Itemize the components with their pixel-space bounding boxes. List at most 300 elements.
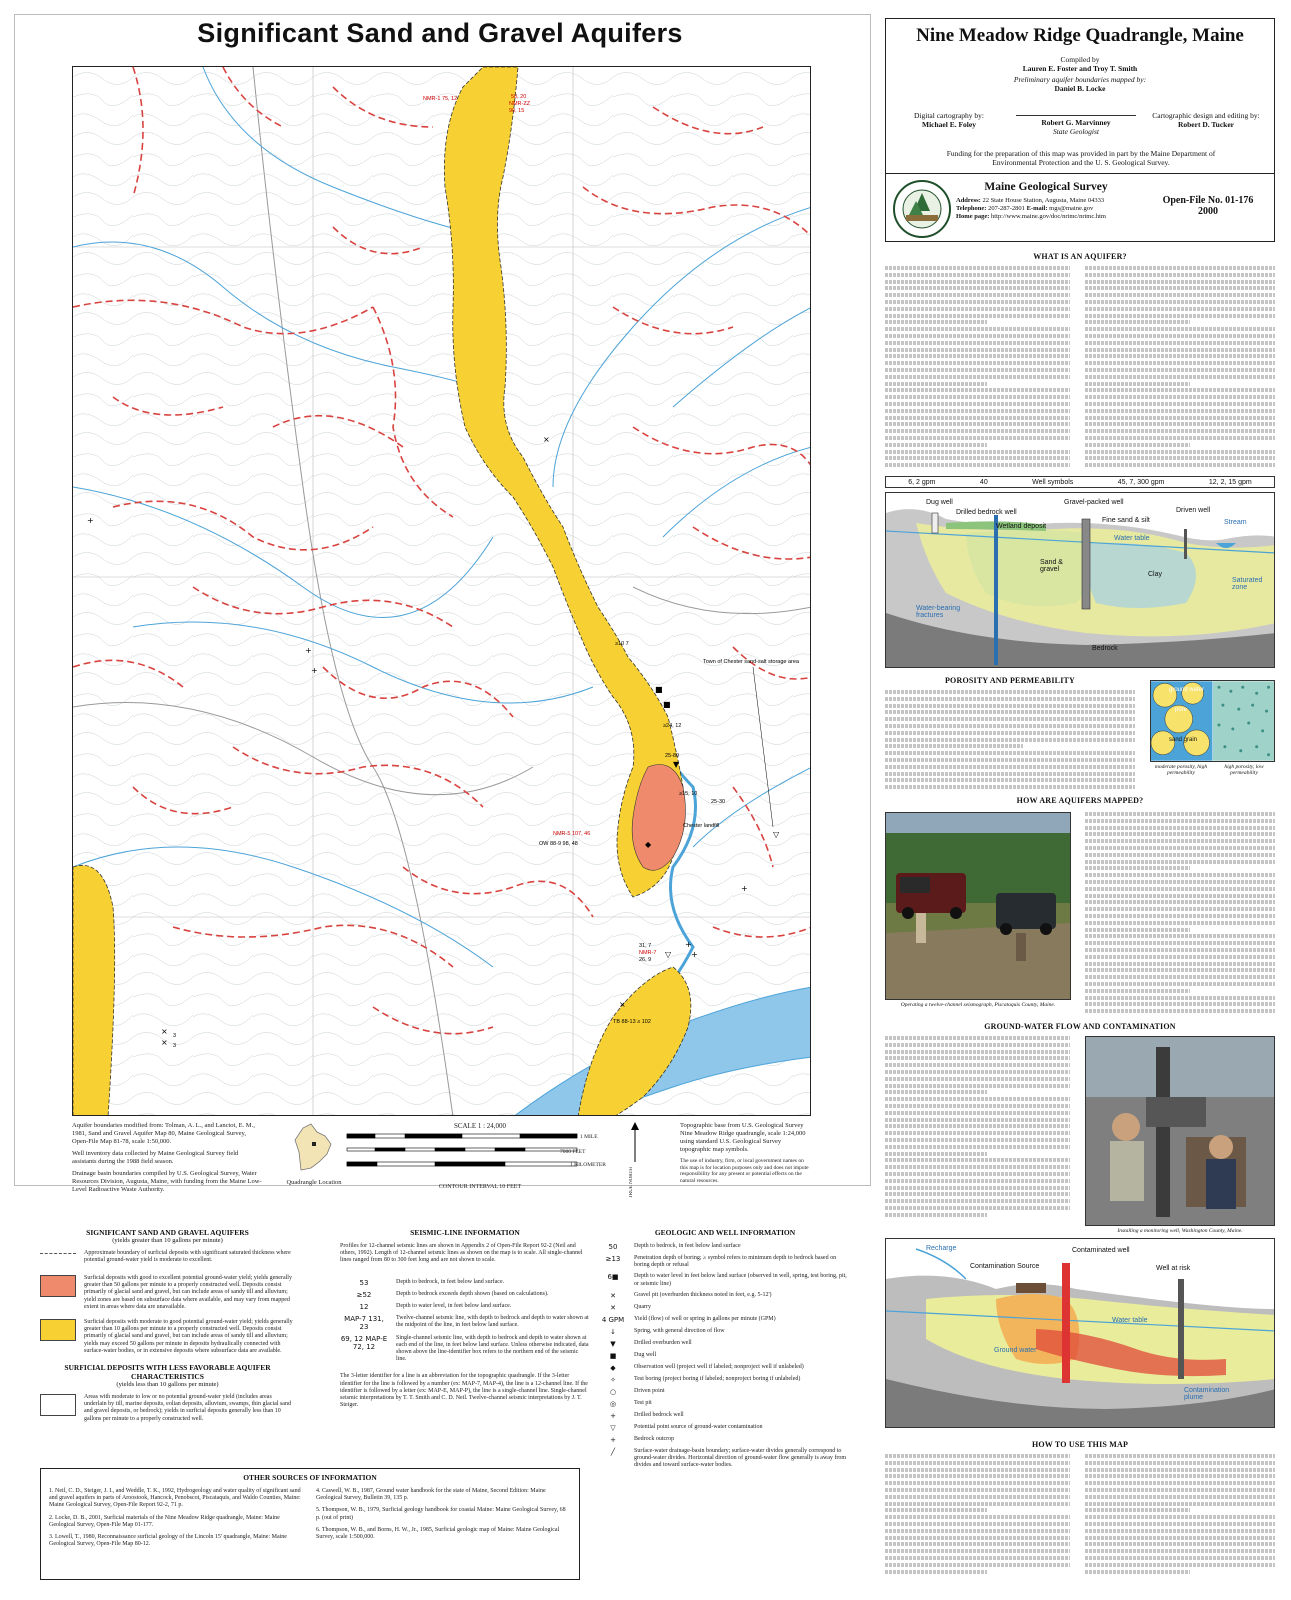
text-line (1085, 982, 1275, 986)
text-line (885, 710, 1135, 714)
scale-feet: 7000 FEET (560, 1149, 586, 1155)
geologic-row (600, 1424, 850, 1432)
text-line (885, 320, 987, 324)
seismic-symbol: 12 (359, 1302, 369, 1311)
well-label-6: 3 (173, 1033, 177, 1039)
seismic-label-5: NMR-5 107, 46 (553, 831, 591, 837)
text-line (1085, 416, 1275, 420)
text-line (1085, 1009, 1275, 1013)
geologic-symbol: ╱ (610, 1447, 616, 1456)
cartography-name: Michael E. Foley (922, 120, 976, 129)
geologic-symbol: ✕ (610, 1291, 616, 1300)
seismic-row (340, 1335, 590, 1364)
seismic-symbol: MAP-7 131, 23 (344, 1314, 384, 1331)
text-line (1085, 1549, 1275, 1553)
seismograph-photo-image (886, 813, 1071, 1000)
text-line (885, 348, 1070, 352)
open-file-year: 2000 (1198, 206, 1218, 217)
survey-divider (886, 173, 1274, 174)
use-text-right (1085, 1454, 1275, 1576)
text-line (885, 368, 1070, 372)
geologic-symbol: + (610, 1411, 616, 1420)
geologic-description: Potential point source of ground-water contamination (634, 1423, 763, 1430)
north-arrow-icon (628, 1122, 642, 1162)
text-line (1085, 1002, 1275, 1006)
text-line (1085, 1481, 1275, 1485)
text-line (1085, 1468, 1275, 1472)
geologic-row (600, 1436, 850, 1444)
survey-info (956, 181, 1136, 221)
seismic-label-3: NMR-ZZ (509, 101, 531, 107)
text-line (885, 1179, 1070, 1183)
references-title: OTHER SOURCES OF INFORMATION (243, 1473, 377, 1482)
text-line (885, 422, 1070, 426)
text-line (1085, 293, 1275, 297)
legend-seismic (340, 1228, 590, 1409)
text-line (1085, 422, 1275, 426)
text-line (885, 704, 1135, 708)
geologic-row (600, 1304, 850, 1312)
text-line (885, 382, 987, 386)
reference-item: 6. Thompson, W. B., and Borns, H. W., Jr., 1985, Surficial geologic map of Maine: Maine Geological Survey, scale 1:500,000. (316, 1526, 560, 1541)
text-line (1085, 941, 1275, 945)
label-recharge: Recharge (926, 1245, 957, 1252)
text-line (1085, 1461, 1275, 1465)
photo2-caption: Installing a monitoring well, Washington County, Maine. (1117, 1228, 1243, 1234)
geologic-row (600, 1412, 850, 1420)
seismic-symbol: ≥52 (356, 1290, 372, 1299)
seismic-description: Depth to bedrock, in feet below land surface. (396, 1278, 505, 1285)
geologic-row (600, 1352, 850, 1360)
geologic-title: GEOLOGIC AND WELL INFORMATION (654, 1228, 796, 1237)
mapped-label: Preliminary aquifer boundaries mapped by: (1013, 75, 1147, 84)
scale-km: 1 KILOMETER (570, 1162, 606, 1168)
credit-left (72, 1122, 262, 1194)
text-line (885, 280, 1070, 284)
geologist-name: Robert G. Marvinney (1041, 118, 1111, 127)
text-line (885, 724, 1135, 728)
text-line (1085, 1508, 1190, 1512)
geologic-symbol: 6■ (607, 1273, 619, 1282)
text-line (1085, 1515, 1275, 1519)
geologic-description: Bedrock outcrop (634, 1435, 675, 1442)
section-title-porosity: POROSITY AND PERMEABILITY (944, 676, 1076, 685)
text-line (885, 785, 1135, 789)
geologic-row (600, 1364, 850, 1372)
geologic-symbol: ≥13 (605, 1255, 621, 1263)
text-line (1085, 853, 1275, 857)
credit-cartography (894, 111, 1004, 129)
text-line (1085, 402, 1275, 406)
text-line (1085, 962, 1275, 966)
text-line (885, 436, 1070, 440)
geologic-row (600, 1292, 850, 1300)
seismic-row (340, 1315, 590, 1331)
text-line (885, 690, 1135, 694)
seismic-symbol: 69, 12 MAP-E 72, 12 (340, 1334, 388, 1351)
text-line (885, 334, 1070, 338)
survey-name: Maine Geological Survey (984, 181, 1108, 193)
label-ground-water: ground water (1169, 687, 1205, 693)
text-line (885, 293, 1070, 297)
text-line (885, 1563, 1070, 1567)
text-line (885, 1118, 1070, 1122)
homepage-label: Home page: (956, 213, 990, 220)
well-label-1: ≥10 7 (615, 641, 629, 647)
text-line (885, 1063, 1070, 1067)
svg-text:+: + (87, 516, 94, 525)
geologic-description: Yield (flow) of well or spring in gallons per minute (GPM) (634, 1315, 776, 1322)
scale-bar-block (345, 1122, 615, 1191)
text-line (885, 450, 1070, 454)
credit-right (680, 1122, 810, 1184)
reference-item: 5. Thompson, W. B., 1979, Surficial geology handbook for coastal Maine: Maine Geological Survey, 68 p. (out of print) (316, 1507, 566, 1521)
text-line (885, 744, 1023, 748)
text-line (885, 1488, 1070, 1492)
geologic-symbol: ◆ (610, 1363, 616, 1372)
email-label: E-mail: (1026, 205, 1048, 212)
homepage-link[interactable]: http://www.maine.gov/doc/nrimc/nrimc.htm (991, 213, 1106, 220)
credit-disclaimer: The use of industry, firm, or local government names on this map is for location purposes only and does not impute responsibility for any present or potential effects on the natural resources. (680, 1158, 809, 1184)
seismic-row (340, 1303, 590, 1311)
text-line (885, 1084, 1070, 1088)
geologic-description: Spring, with general direction of flow (634, 1327, 725, 1334)
credit-geologist (1016, 115, 1136, 136)
well-label-3: 25-80 (665, 753, 680, 759)
geologic-row (600, 1316, 850, 1324)
text-line (1085, 819, 1275, 823)
aquifer-map[interactable] (73, 67, 811, 1116)
label-water-table-2: Water table (1112, 1317, 1148, 1324)
contour-interval: CONTOUR INTERVAL 10 FEET (438, 1184, 522, 1190)
text-line (1085, 450, 1275, 454)
legend-less-title: SURFICIAL DEPOSITS WITH LESS FAVORABLE AQUIFER CHARACTERISTICS (64, 1363, 271, 1382)
text-line (885, 1111, 1070, 1115)
geologic-description: Dug well (634, 1351, 657, 1358)
text-line (1085, 921, 1275, 925)
monitoring-well-photo-image (1086, 1037, 1275, 1226)
seismic-label-2: 50, 20 (511, 94, 527, 100)
label-drilled-well: Drilled bedrock well (956, 509, 1017, 516)
geologic-symbol: ↓ (610, 1327, 616, 1336)
text-line (885, 1515, 1070, 1519)
section-title-use: HOW TO USE THIS MAP (1031, 1440, 1129, 1449)
quad-location-label: Quadrangle Location (286, 1179, 342, 1186)
text-line (885, 697, 1135, 701)
credits-top (886, 55, 1274, 93)
text-line (885, 429, 1070, 433)
label-well-at-risk: Well at risk (1156, 1265, 1191, 1272)
seismic-description: Single-channel seismic line, with depth to bedrock and depth to water shown at each end of the line, in feet below land surface. Unless otherwise indicated, data shown above the line-identifier box refers to the northern end of the seismic line. (396, 1334, 589, 1363)
text-line (1085, 996, 1275, 1000)
text-line (1085, 989, 1190, 993)
text-line (885, 1461, 1070, 1465)
text-line (1085, 307, 1275, 311)
porosity-diagram (1150, 680, 1275, 762)
landfill-label: Chester landfill (683, 823, 720, 829)
well-symbol-2: 40 (979, 478, 988, 486)
text-line (885, 443, 987, 447)
reference-item: 1. Neil, C. D., Steiger, J. I., and Weddle, T. K., 1992, Hydrogeology and water quality of significant sand and gravel aquifers in parts of Aroostook, Hancock, Penobscot, Piscataquis, and Waldo Counties, Maine: Maine Geological Survey, Open-File Report 92-2, 71 p. (49, 1488, 301, 1509)
state-seal (892, 179, 952, 239)
quad-title: Nine Meadow Ridge Quadrangle, Maine (916, 25, 1244, 46)
flow-text (885, 1036, 1070, 1220)
geologic-description: Drilled bedrock well (634, 1411, 684, 1418)
text-line (1085, 354, 1275, 358)
label-dug-well: Dug well (926, 499, 953, 506)
credit-topo-base: Topographic base from U.S. Geological Survey Nine Meadow Ridge quadrangle, scale 1:24,000 using standard U.S. Geological Survey topographic map symbols. (680, 1122, 806, 1153)
aquifer-text-left (885, 266, 1070, 470)
text-line (885, 1542, 1070, 1546)
text-line (885, 1192, 1070, 1196)
text-line (1085, 361, 1275, 365)
legend-aquifer-title: SIGNIFICANT SAND AND GRAVEL AQUIFERS (86, 1228, 249, 1237)
text-line (885, 456, 1070, 460)
geologic-symbol: ○ (609, 1387, 617, 1396)
text-line (885, 266, 1070, 270)
credit-drainage: Drainage basin boundaries compiled by U.S. Geological Survey, Water Resources Division, Augusta, Maine, with funding from the Maine Low-Level Radioactive Waste Authority. (72, 1170, 262, 1193)
text-line (885, 1481, 1070, 1485)
well-symbol-3: 45, 7, 300 gpm (1117, 478, 1165, 486)
photo-seismograph (885, 812, 1071, 1000)
text-line (885, 341, 1070, 345)
text-line (1085, 1454, 1275, 1458)
text-line (885, 1131, 1070, 1135)
text-line (885, 1206, 1070, 1210)
text-line (1085, 860, 1275, 864)
text-line (1085, 409, 1275, 413)
label-contamination-source: Contamination Source (970, 1263, 1040, 1270)
text-line (885, 1536, 1070, 1540)
label-sand-gravel: Sand & gravel (1040, 559, 1063, 573)
text-line (1085, 846, 1275, 850)
section-title-flow: GROUND-WATER FLOW AND CONTAMINATION (984, 1022, 1176, 1031)
label-driven-well: Driven well (1176, 507, 1211, 514)
geologic-description: Depth to bedrock, in feet below land surface (634, 1243, 741, 1249)
text-line (1085, 266, 1275, 270)
reference-item: 3. Lowell, T., 1980, Reconnaissance surficial geology of the Lincoln 15' quadrangle, Maine: Maine Geological Survey, Open-File Map 80-12. (49, 1534, 287, 1548)
photo1-caption: Operating a twelve-channel seismograph, Piscataquis County, Maine. (900, 1002, 1056, 1008)
text-line (885, 395, 1070, 399)
text-line (1085, 286, 1275, 290)
text-line (885, 1199, 1070, 1203)
mapped-name: Daniel B. Locke (1054, 84, 1106, 93)
seismic-row (340, 1279, 590, 1287)
text-line (885, 300, 1070, 304)
geologic-symbol: ■ (609, 1351, 617, 1360)
text-line (1085, 934, 1275, 938)
text-line (1085, 375, 1275, 379)
legend-row-good (40, 1275, 295, 1311)
reference-item: 2. Locke, D. B., 2001, Surficial materials of the Nine Meadow Ridge quadrangle, Maine: Maine Geological Survey, Open-File Map 01-177. (49, 1514, 280, 1528)
text-line (885, 286, 1070, 290)
geologic-description: Quarry (634, 1303, 651, 1310)
svg-text:×: × (161, 1038, 168, 1047)
well-symbol-1: 6, 2 gpm (908, 478, 936, 486)
true-north-label: TRUE NORTH (629, 1167, 634, 1199)
seismic-intro: Profiles for 12-channel seismic lines are shown in Appendix 2 of Open-File Report 92-2 (Neil and others, 1992). Length of 12-channel seismic lines as shown on the map is to scale. All single-channel lines ranged from 80 to 300 feet long and are not shown to scale. (340, 1243, 583, 1264)
text-line (885, 1495, 1070, 1499)
svg-text:+: + (305, 646, 312, 655)
high-porosity-icon (1213, 681, 1275, 761)
text-line (1085, 812, 1275, 816)
use-text-left (885, 1454, 1070, 1576)
cartography-label: Digital cartography by: (914, 111, 984, 120)
text-line (1085, 1529, 1275, 1533)
text-line (885, 314, 1070, 318)
text-line (1085, 880, 1275, 884)
text-line (1085, 327, 1275, 331)
text-line (1085, 1522, 1275, 1526)
legend-good-text: Surficial deposits with good to excellent potential ground-water yield; yields generally greater than 50 gallons per minute to a properly constructed well. Deposits consist primarily of glacial sand and gravel, but can include areas of sandy till and alluvium; yield zones are based on subsurface data where available, and may vary from mapped extent in areas where data are unavailable. (84, 1275, 292, 1310)
aquifer-moderate-west[interactable] (73, 865, 115, 1116)
text-line (885, 1158, 1070, 1162)
scale-label: SCALE 1 : 24,000 (453, 1122, 507, 1130)
text-line (885, 1124, 1070, 1128)
text-line (1085, 1570, 1190, 1574)
text-line (885, 1570, 987, 1574)
north-arrow (628, 1122, 642, 1199)
text-line (885, 1172, 1070, 1176)
label-water-table: Water table (1114, 535, 1150, 542)
text-line (1085, 300, 1275, 304)
email-value[interactable]: mgs@maine.gov (1049, 205, 1094, 212)
text-line (885, 1036, 1070, 1040)
label-wetland: Wetland deposit (996, 523, 1047, 530)
text-line (1085, 948, 1275, 952)
text-line (885, 1454, 1070, 1458)
svg-text:+: + (685, 940, 692, 949)
text-line (1085, 826, 1275, 830)
text-line (1085, 832, 1275, 836)
text-line (885, 1077, 1070, 1081)
svg-text:▽: ▽ (773, 830, 780, 839)
design-label: Cartographic design and editing by: (1152, 111, 1260, 120)
geologic-description: Surface-water drainage-basin boundary; surface-water divides generally correspond to ground-water divides. Horizontal direction of ground-water flow generally is away from divides and toward surface-water bodies. (634, 1447, 847, 1469)
text-line (885, 1165, 1070, 1169)
text-line (1085, 1563, 1275, 1567)
good-yield-swatch (40, 1275, 76, 1297)
text-line (1085, 368, 1275, 372)
geologic-row (600, 1243, 850, 1251)
moderate-yield-swatch (40, 1319, 76, 1341)
well-label-4: ≥15, 10 (679, 791, 698, 797)
storage-label: Town of Chester sand-salt storage area (703, 659, 799, 665)
text-line (885, 738, 1135, 742)
label-gravel-packed: Gravel-packed well (1064, 499, 1124, 506)
open-file-block (1148, 195, 1268, 217)
credit-well-data: Well inventory data collected by Maine Geological Survey field assistants during the 1988 field season. (72, 1150, 239, 1165)
svg-text:▽: ▽ (665, 950, 672, 959)
label-pore: pore (1175, 707, 1188, 713)
text-line (1085, 463, 1275, 467)
text-line (885, 717, 1135, 721)
text-line (1085, 429, 1275, 433)
depth-label-s3: 26, 9 (639, 957, 652, 963)
text-line (1085, 928, 1190, 932)
address-value: 22 State House Station, Augusta, Maine 04333 (982, 197, 1105, 204)
title-block (885, 18, 1275, 242)
well-symbol-4: 12, 2, 15 gpm (1208, 478, 1252, 486)
label-saturated-zone: Saturated zone (1232, 577, 1263, 591)
geologic-description: Gravel pit (overburden thickness noted in feet, e.g. 5-12') (634, 1291, 772, 1298)
geologic-symbol: ✕ (610, 1303, 616, 1312)
map-frame[interactable] (72, 66, 811, 1116)
text-line (885, 1050, 1070, 1054)
text-line (885, 1474, 1070, 1478)
section-title-aquifer: WHAT IS AN AQUIFER? (1033, 252, 1127, 261)
text-line (1085, 955, 1275, 959)
design-name: Robert D. Tucker (1177, 120, 1235, 129)
text-line (1085, 1556, 1275, 1560)
contamination-diagram (885, 1238, 1275, 1428)
text-line (885, 1522, 1070, 1526)
funding-note: Funding for the preparation of this map was provided in part by the Maine Department of Environmental Protection and the U. S. Geological Survey. (946, 149, 1216, 167)
geologic-description: Test pit (634, 1399, 652, 1406)
well-label-2: ≥24, 12 (663, 723, 682, 729)
text-line (885, 273, 1070, 277)
geologic-symbol: 50 (608, 1243, 618, 1251)
text-line (885, 1213, 987, 1217)
porosity-caption-right: high porosity, low permeability (1224, 764, 1264, 776)
text-line (1085, 320, 1190, 324)
text-line (885, 1090, 987, 1094)
boundary-swatch (40, 1253, 76, 1267)
text-line (1085, 273, 1275, 277)
text-line (885, 327, 1070, 331)
text-line (1085, 348, 1275, 352)
geologic-description: Observation well (project well if labeled; nonproject well if unlabeled) (634, 1363, 804, 1370)
text-line (885, 1043, 1070, 1047)
svg-text:×: × (619, 1000, 626, 1009)
text-line (1085, 975, 1275, 979)
well-symbols-caption: Well symbols (1032, 478, 1074, 486)
seismic-description: Depth to bedrock exceeds depth shown (based on calculations). (396, 1290, 549, 1297)
svg-text:▼: ▼ (673, 760, 680, 769)
geologic-row (600, 1448, 850, 1470)
text-line (885, 1097, 1070, 1101)
text-line (1085, 968, 1275, 972)
aquifer-cross-section (885, 492, 1275, 668)
svg-text:×: × (161, 1027, 168, 1036)
text-line (1085, 1542, 1275, 1546)
well-label-7: 3 (173, 1043, 177, 1049)
text-line (885, 402, 1070, 406)
text-line (1085, 395, 1275, 399)
label-bedrock: Bedrock (1092, 645, 1118, 652)
well-symbols-strip (885, 476, 1275, 488)
seismic-description: Depth to water level, in feet below land surface. (396, 1302, 512, 1309)
text-line (885, 1556, 1070, 1560)
text-line (1085, 1488, 1275, 1492)
geologic-description: Driven point (634, 1387, 665, 1394)
text-line (885, 307, 1070, 311)
label-ground-water-2: Ground water (994, 1347, 1037, 1354)
photo-monitoring-well (1085, 1036, 1275, 1226)
legend-boundary-text: Approximate boundary of surficial deposits with significant saturated thickness where potential ground-water yield is moderate to excellent. (84, 1250, 291, 1264)
svg-text:◆: ◆ (645, 840, 652, 849)
label-clay: Clay (1148, 571, 1163, 578)
text-line (885, 1145, 1070, 1149)
legend-less-text: Areas with moderate to low or no potential ground-water yield (includes areas underlain by till, marine deposits, eolian deposits, alluvium, swamps, thin glacial sand and gravel deposits, or bedrock); yields in surficial deposits generally less than 10 gallons per minute to a properly constructed well. (84, 1394, 291, 1422)
address-label: Address: (956, 197, 981, 204)
text-line (1085, 914, 1275, 918)
svg-text:+: + (741, 884, 748, 893)
well-label-ow: OW 88-9 98, 48 (539, 841, 578, 847)
geologic-row (600, 1328, 850, 1336)
open-file-number: Open-File No. 01-176 (1162, 195, 1254, 206)
seismic-label-4: 90, 15 (509, 108, 525, 114)
